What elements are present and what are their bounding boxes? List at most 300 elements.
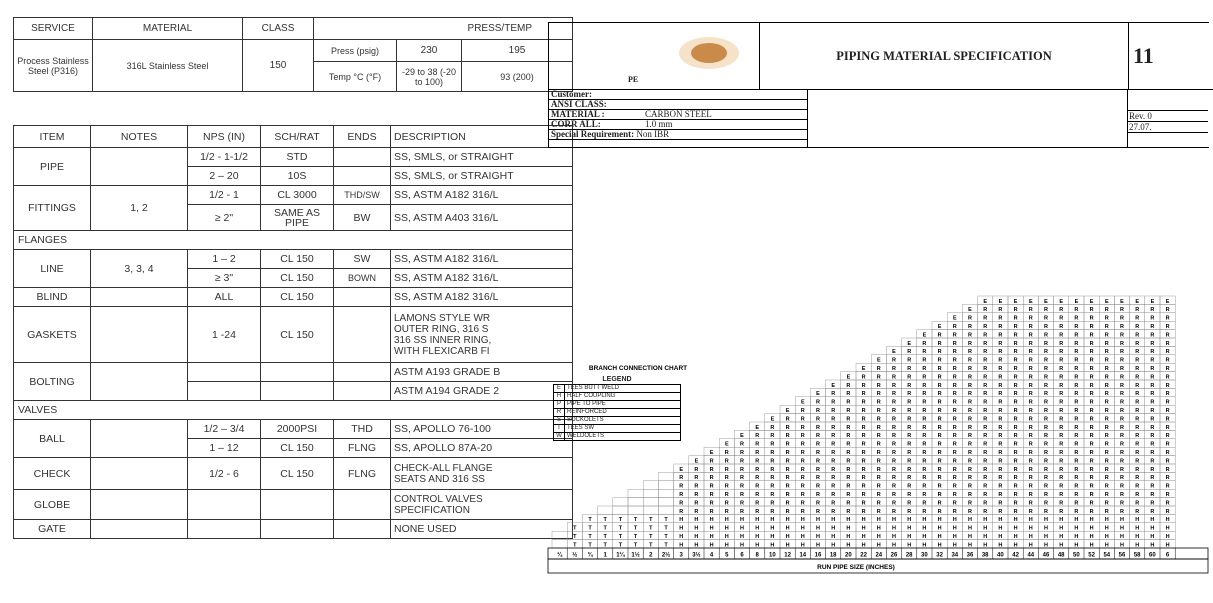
gaskets-desc (391, 307, 573, 363)
chart-cell-letter: R (1150, 450, 1155, 456)
gate-ends (334, 520, 391, 539)
chart-cell-letter: R (1104, 433, 1109, 440)
flanges-section: FLANGES (14, 231, 573, 250)
chart-cell-letter: R (1104, 408, 1109, 414)
chart-cell-letter: R (922, 391, 927, 398)
chart-cell-letter: R (800, 500, 805, 507)
chart-cell-letter: R (907, 391, 912, 398)
chart-cell-letter: R (1104, 416, 1109, 423)
chart-cell-letter: R (876, 424, 881, 431)
chart-cell-letter: H (998, 542, 1003, 549)
gaskets-desc-line: 316 SS INNER RING, (394, 334, 492, 346)
chart-cell-letter: R (1028, 424, 1033, 431)
axis-tick-label: 48 (1057, 552, 1065, 559)
chart-cell-letter: R (861, 441, 866, 448)
chart-cell-letter: R (1104, 391, 1109, 398)
axis-tick-label: 6 (740, 552, 744, 559)
gaskets-desc-line: LAMONS STYLE WR (394, 312, 491, 324)
axis-tick-label: 26 (890, 552, 898, 559)
axis-tick-label: 30 (921, 552, 928, 559)
chart-cell-letter: R (831, 391, 836, 398)
chart-cell-letter: T (618, 534, 623, 540)
chart-cell-letter: R (816, 433, 820, 440)
chart-cell-letter: R (831, 508, 836, 515)
chart-cell-letter: R (1104, 399, 1109, 406)
chart-cell-letter: T (649, 542, 653, 549)
chart-cell-letter: E (816, 391, 820, 398)
globe-desc-line: CONTROL VALVES (394, 493, 483, 505)
chart-cell-letter: H (968, 517, 972, 524)
axis-tick-label: 54 (1103, 552, 1111, 559)
axis-tick-label: ½ (572, 552, 578, 559)
chart-cell-letter: R (1120, 466, 1124, 473)
chart-cell-letter: R (831, 475, 836, 482)
chart-cell-letter: H (1044, 534, 1048, 540)
chart-cell-letter: R (846, 391, 851, 398)
chart-cell-letter: R (998, 399, 1003, 406)
chart-grid-cell (598, 506, 613, 514)
chart-cell-letter: R (1089, 391, 1094, 398)
bolting-sch-1 (261, 363, 334, 382)
chart-cell-letter: R (998, 357, 1003, 364)
legend-code: W (554, 433, 565, 441)
chart-cell-letter: R (968, 424, 972, 431)
chart-cell-letter: H (709, 534, 714, 540)
chart-cell-letter: H (876, 542, 881, 549)
chart-cell-letter: R (740, 500, 744, 507)
chart-cell-letter: R (952, 433, 957, 440)
chart-cell-letter: R (983, 408, 988, 414)
chart-cell-letter: R (770, 492, 775, 498)
logo-text: PE (628, 75, 639, 84)
chart-cell-letter: H (1013, 534, 1018, 540)
chart-cell-letter: R (983, 340, 988, 347)
chart-cell-letter: R (1135, 399, 1140, 406)
chart-cell-letter: R (907, 450, 912, 456)
chart-cell-letter: R (968, 466, 972, 473)
chart-cell-letter: R (1044, 315, 1048, 322)
chart-cell-letter: H (1089, 517, 1094, 524)
chart-cell-letter: R (1150, 500, 1155, 507)
temp-value-1: -29 to 38 (-20 to 100) (397, 62, 462, 92)
chart-cell-letter: R (968, 340, 972, 347)
chart-cell-letter: H (1150, 542, 1155, 549)
chart-cell-letter: R (907, 374, 912, 381)
axis-tick-label: 46 (1042, 552, 1050, 559)
rev-date: 27.07. (1129, 122, 1152, 132)
chart-cell-letter: H (1013, 517, 1018, 524)
chart-cell-letter: R (1135, 416, 1140, 423)
chart-cell-letter: R (740, 508, 744, 515)
chart-cell-letter: H (861, 542, 866, 549)
chart-cell-letter: R (922, 399, 927, 406)
chart-cell-letter: R (800, 424, 805, 431)
legend-row (554, 433, 681, 441)
chart-cell-letter: R (1089, 458, 1094, 465)
chart-cell-letter: H (876, 517, 881, 524)
chart-cell-letter: R (1120, 441, 1124, 448)
chart-grid-cell (658, 489, 673, 497)
chart-cell-letter: R (998, 450, 1003, 456)
chart-cell-letter: H (861, 525, 866, 532)
chart-cell-letter: R (694, 508, 699, 515)
chart-cell-letter: R (679, 508, 684, 515)
spec-doc-number: 11 (1129, 23, 1213, 90)
chart-cell-letter: R (724, 475, 729, 482)
chart-cell-letter: R (983, 424, 988, 431)
chart-cell-letter: R (907, 424, 912, 431)
chart-cell-letter: T (633, 525, 638, 532)
chart-cell-letter: R (1074, 475, 1079, 482)
chart-cell-letter: H (740, 534, 744, 540)
chart-cell-letter: R (892, 399, 896, 406)
chart-cell-letter: R (846, 408, 851, 414)
chart-cell-letter: R (1044, 458, 1048, 465)
chart-cell-letter: R (785, 441, 790, 448)
chart-cell-letter: R (770, 483, 775, 490)
chart-cell-letter: R (968, 458, 972, 465)
chart-cell-letter: R (1150, 315, 1155, 322)
chart-cell-letter: T (664, 517, 668, 524)
chart-cell-letter: H (816, 542, 820, 549)
chart-cell-letter: R (1059, 424, 1064, 431)
chart-cell-letter: E (740, 433, 744, 440)
chart-cell-letter: R (1028, 450, 1033, 456)
chart-cell-letter: H (892, 517, 896, 524)
chart-cell-letter: E (1044, 298, 1048, 305)
chart-cell-letter: R (1120, 315, 1124, 322)
chart-cell-letter: R (1044, 324, 1048, 330)
chart-cell-letter: R (968, 441, 972, 448)
chart-cell-letter: R (1089, 307, 1094, 314)
chart-cell-letter: R (831, 458, 836, 465)
chart-cell-letter: R (1135, 450, 1140, 456)
chart-cell-letter: R (785, 433, 790, 440)
chart-cell-letter: R (1044, 508, 1048, 515)
chart-cell-letter: R (937, 508, 942, 515)
chart-cell-letter: R (952, 508, 957, 515)
chart-cell-letter: R (740, 450, 744, 456)
chart-cell-letter: E (755, 424, 760, 431)
chart-cell-letter: R (968, 416, 972, 423)
chart-cell-letter: R (724, 492, 729, 498)
chart-cell-letter: E (846, 374, 851, 381)
chart-cell-letter: H (1089, 534, 1094, 540)
axis-tick-label: 16 (814, 552, 822, 559)
legend-code: E (554, 385, 565, 393)
chart-cell-letter: R (1044, 332, 1048, 339)
chart-cell-letter: H (952, 517, 957, 524)
chart-cell-letter: R (968, 349, 972, 356)
chart-cell-letter: H (1104, 542, 1109, 549)
chart-cell-letter: R (1089, 416, 1094, 423)
chart-cell-letter: H (846, 517, 851, 524)
chart-cell-letter: H (1013, 525, 1018, 532)
chart-cell-letter: R (1044, 307, 1048, 314)
chart-cell-letter: R (998, 366, 1003, 372)
ball-nps-2: 1 – 12 (188, 439, 261, 458)
spec-header (548, 22, 1209, 148)
chart-cell-letter: H (1104, 517, 1109, 524)
chart-cell-letter: R (937, 366, 942, 372)
axis-tick-label: 6 (1165, 552, 1170, 559)
chart-cell-letter: R (1013, 466, 1018, 473)
desc-header: DESCRIPTION (391, 126, 573, 148)
chart-grid-cell (643, 489, 658, 497)
axis-tick-label: 32 (936, 552, 943, 559)
chart-cell-letter: T (603, 534, 607, 540)
chart-cell-letter: R (1165, 500, 1170, 507)
chart-cell-letter: R (952, 399, 957, 406)
chart-cell-letter: R (724, 500, 729, 507)
line-notes: 3, 3, 4 (91, 250, 188, 288)
axis-tick-label: 5 (725, 552, 729, 559)
chart-cell-letter: R (1165, 492, 1170, 498)
axis-tick-label: 3 (679, 552, 683, 559)
chart-cell-letter: R (755, 492, 760, 498)
item-header: ITEM (14, 126, 91, 148)
chart-cell-letter: R (907, 466, 912, 473)
chart-cell-letter: R (952, 466, 957, 473)
chart-cell-letter: R (1165, 424, 1170, 431)
chart-cell-letter: R (831, 399, 836, 406)
chart-cell-letter: R (892, 382, 896, 389)
chart-cell-letter: R (800, 458, 805, 465)
chart-cell-letter: H (937, 542, 942, 549)
chart-cell-letter: R (907, 382, 912, 389)
chart-cell-letter: R (1028, 441, 1033, 448)
ball-ends-2: FLNG (334, 439, 391, 458)
check-desc-line: CHECK-ALL FLANGE (394, 462, 493, 474)
chart-cell-letter: R (1044, 349, 1048, 356)
chart-cell-letter: R (1059, 374, 1064, 381)
chart-cell-letter: R (1135, 366, 1140, 372)
chart-cell-letter: R (1059, 324, 1064, 330)
chart-cell-letter: R (1013, 433, 1018, 440)
material-value: CARBON STEEL (643, 110, 807, 120)
chart-cell-letter: H (1044, 517, 1048, 524)
chart-cell-letter: R (1028, 391, 1033, 398)
chart-grid-cell (552, 531, 567, 539)
check-item: CHECK (14, 458, 91, 490)
chart-cell-letter: T (573, 542, 577, 549)
chart-cell-letter: R (846, 450, 851, 456)
chart-cell-letter: R (892, 492, 896, 498)
pipe-desc-1: SS, SMLS, or STRAIGHT (391, 148, 573, 167)
chart-cell-letter: R (937, 466, 942, 473)
chart-cell-letter: R (1104, 441, 1109, 448)
chart-cell-letter: R (892, 441, 896, 448)
chart-grid-cell (628, 506, 643, 514)
chart-cell-letter: R (1059, 492, 1064, 498)
chart-cell-letter: H (709, 517, 714, 524)
chart-cell-letter: R (968, 508, 972, 515)
chart-cell-letter: R (1150, 508, 1155, 515)
chart-cell-letter: H (1059, 542, 1064, 549)
chart-cell-letter: R (816, 399, 820, 406)
chart-cell-letter: H (861, 534, 866, 540)
fittings-item: FITTINGS (14, 186, 91, 231)
chart-cell-letter: R (755, 441, 760, 448)
ball-ends-1: THD (334, 420, 391, 439)
chart-cell-letter: R (892, 374, 896, 381)
meta-divider (1127, 90, 1128, 147)
chart-grid-cell (658, 481, 673, 489)
chart-cell-letter: H (800, 542, 805, 549)
legend-label: PIPE TO PIPE (565, 401, 681, 409)
pipe-nps-1: 1/2 - 1-1/2 (188, 148, 261, 167)
chart-cell-letter: R (1104, 458, 1109, 465)
chart-cell-letter: H (968, 534, 972, 540)
chart-cell-letter: R (907, 441, 912, 448)
chart-cell-letter: R (1074, 307, 1079, 314)
pipe-desc-2: SS, SMLS, or STRAIGHT (391, 167, 573, 186)
chart-cell-letter: R (968, 366, 972, 372)
chart-cell-letter: R (861, 374, 866, 381)
chart-cell-letter: R (892, 408, 896, 414)
chart-cell-letter: H (770, 534, 775, 540)
chart-legend (553, 376, 681, 441)
chart-cell-letter: R (998, 324, 1003, 330)
chart-cell-letter: R (861, 492, 866, 498)
chart-cell-letter: R (983, 324, 988, 330)
chart-cell-letter: R (816, 458, 820, 465)
chart-cell-letter: R (709, 483, 714, 490)
axis-tick-label: 58 (1133, 552, 1141, 559)
chart-cell-letter: R (1120, 332, 1124, 339)
chart-cell-letter: R (785, 492, 790, 498)
chart-cell-letter: R (983, 349, 988, 356)
chart-cell-letter: R (983, 466, 988, 473)
chart-cell-letter: R (1074, 357, 1079, 364)
chart-cell-letter: R (1013, 374, 1018, 381)
axis-tick-label: 20 (845, 552, 852, 559)
chart-cell-letter: R (922, 441, 927, 448)
axis-tick-label: 22 (860, 552, 867, 559)
chart-cell-letter: R (1150, 408, 1155, 414)
check-ends: FLNG (334, 458, 391, 490)
fittings-ends-2: BW (334, 205, 391, 231)
chart-cell-letter: R (800, 475, 805, 482)
chart-cell-letter: H (694, 534, 699, 540)
press-value-2: 195 (462, 40, 573, 62)
chart-cell-letter: R (1089, 374, 1094, 381)
gaskets-item: GASKETS (14, 307, 91, 363)
axis-tick-label: 60 (1149, 552, 1156, 559)
chart-cell-letter: E (907, 340, 912, 347)
check-desc-line: SEATS AND 316 SS (394, 473, 485, 485)
axis-tick-label: 2 (649, 552, 653, 559)
chart-cell-letter: R (937, 340, 942, 347)
chart-cell-letter: R (876, 475, 881, 482)
chart-cell-letter: R (952, 416, 957, 423)
chart-cell-letter: R (907, 349, 912, 356)
chart-cell-letter: R (846, 466, 851, 473)
legend-label: TEES BUTT WELD (565, 385, 681, 393)
chart-cell-letter: R (1120, 366, 1124, 372)
chart-cell-letter: R (952, 492, 957, 498)
chart-cell-letter: T (633, 542, 638, 549)
chart-cell-letter: T (649, 534, 653, 540)
chart-cell-letter: R (1120, 416, 1124, 423)
chart-cell-letter: R (1059, 500, 1064, 507)
chart-cell-letter: R (831, 416, 836, 423)
globe-ends (334, 490, 391, 520)
ball-notes (91, 420, 188, 458)
chart-cell-letter: R (1013, 450, 1018, 456)
chart-cell-letter: R (694, 466, 699, 473)
chart-cell-letter: H (952, 534, 957, 540)
chart-cell-letter: R (1028, 315, 1033, 322)
chart-cell-letter: R (1150, 382, 1155, 389)
chart-cell-letter: R (846, 416, 851, 423)
chart-cell-letter: R (1165, 466, 1170, 473)
chart-cell-letter: H (1165, 525, 1170, 532)
chart-cell-letter: R (1059, 441, 1064, 448)
chart-cell-letter: T (649, 525, 653, 532)
chart-cell-letter: H (1120, 517, 1124, 524)
chart-cell-letter: R (892, 466, 896, 473)
chart-cell-letter: R (1013, 307, 1018, 314)
chart-cell-letter: R (1089, 357, 1094, 364)
chart-cell-letter: R (1059, 466, 1064, 473)
chart-cell-letter: E (709, 450, 714, 456)
chart-cell-letter: R (968, 391, 972, 398)
chart-cell-letter: H (1074, 542, 1079, 549)
chart-cell-letter: R (1059, 315, 1064, 322)
chart-cell-letter: R (998, 374, 1003, 381)
chart-cell-letter: H (724, 542, 729, 549)
chart-cell-letter: R (983, 508, 988, 515)
chart-cell-letter: R (1165, 508, 1170, 515)
chart-cell-letter: R (968, 374, 972, 381)
chart-cell-letter: R (1135, 466, 1140, 473)
gate-item: GATE (14, 520, 91, 539)
chart-cell-letter: R (1044, 466, 1048, 473)
chart-cell-letter: R (861, 508, 866, 515)
chart-cell-letter: R (1135, 441, 1140, 448)
chart-cell-letter: H (998, 517, 1003, 524)
chart-cell-letter: R (892, 508, 896, 515)
gaskets-ends (334, 307, 391, 363)
ball-sch-2: CL 150 (261, 439, 334, 458)
gate-notes (91, 520, 188, 539)
chart-cell-letter: R (952, 349, 957, 356)
chart-cell-letter: R (861, 399, 866, 406)
chart-cell-letter: E (724, 441, 729, 448)
chart-cell-letter: R (1165, 307, 1170, 314)
chart-cell-letter: R (983, 441, 988, 448)
chart-cell-letter: E (1150, 298, 1155, 305)
axis-tick-label: 24 (875, 552, 883, 559)
chart-cell-letter: R (952, 475, 957, 482)
chart-cell-letter: R (1059, 475, 1064, 482)
chart-cell-letter: R (998, 315, 1003, 322)
chart-cell-letter: R (846, 475, 851, 482)
chart-cell-letter: R (876, 408, 881, 414)
chart-cell-letter: R (1104, 500, 1109, 507)
branch-chart (548, 146, 1208, 603)
chart-cell-letter: R (816, 475, 820, 482)
chart-cell-letter: R (1013, 315, 1018, 322)
spec-title: PIPING MATERIAL SPECIFICATION (760, 23, 1129, 90)
legend-title: LEGEND (602, 376, 632, 383)
chart-cell-letter: R (1150, 349, 1155, 356)
chart-cell-letter: R (770, 508, 775, 515)
chart-cell-letter: R (968, 450, 972, 456)
fittings-sch-1: CL 3000 (261, 186, 334, 205)
chart-cell-letter: R (1028, 399, 1033, 406)
